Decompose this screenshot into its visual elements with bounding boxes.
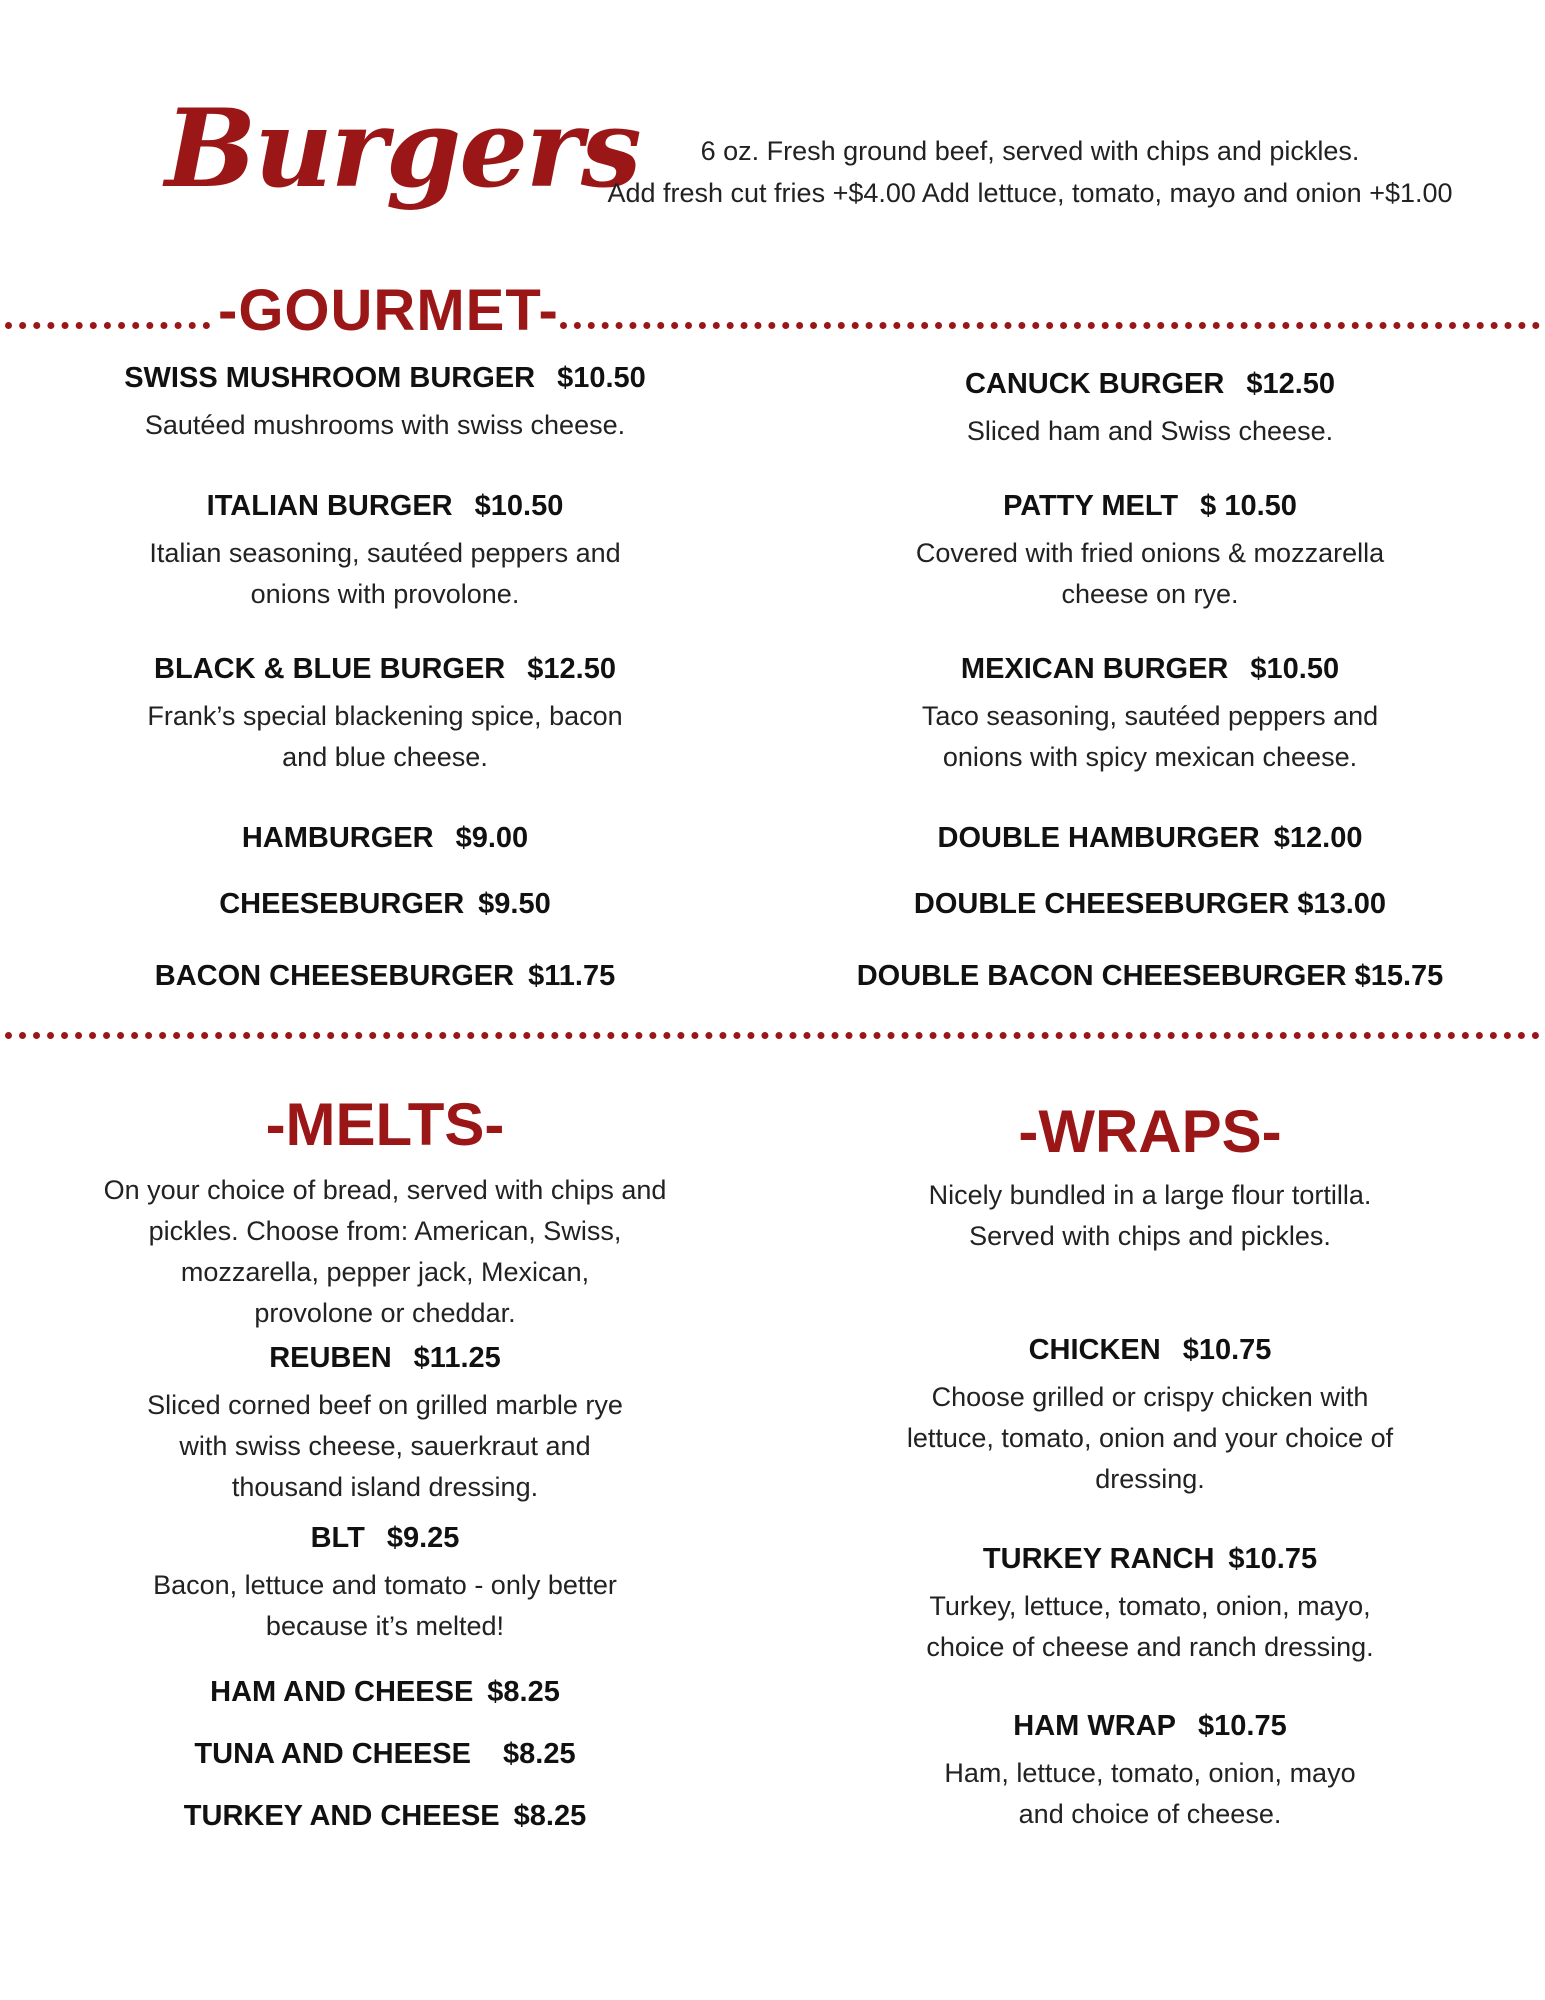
- burger-intro: [560, 130, 1500, 214]
- item-description: Choose grilled or crispy chicken with: [931, 1382, 1369, 1412]
- menu-item-ham-wrap: [840, 1710, 1460, 1835]
- item-name: BLT: [310, 1522, 365, 1554]
- item-name: MEXICAN BURGER: [960, 653, 1229, 685]
- item-description: Covered with fried onions & mozzarella: [915, 538, 1385, 568]
- item-price: $12.50: [527, 653, 616, 685]
- item-description: and blue cheese.: [282, 742, 488, 772]
- item-price: $10.50: [474, 490, 564, 522]
- item-description: Sliced corned beef on grilled marble rye: [147, 1390, 623, 1420]
- item-name: CHICKEN: [1028, 1334, 1161, 1366]
- item-name: CANUCK BURGER: [964, 368, 1225, 400]
- item-description: with swiss cheese, sauerkraut and: [179, 1431, 591, 1461]
- item-description: onions with provolone.: [250, 579, 520, 609]
- item-name: CHEESEBURGER: [219, 888, 465, 920]
- menu-item-double-hamburger: [840, 822, 1460, 855]
- menu-title: Burgers: [165, 86, 640, 212]
- menu-item-swiss-mushroom: [80, 362, 690, 446]
- intro-line: pickles. Choose from: American, Swiss,: [148, 1216, 622, 1246]
- item-price: $10.50: [1250, 653, 1340, 685]
- item-price: $11.75: [528, 960, 616, 992]
- intro-line: Served with chips and pickles.: [969, 1221, 1331, 1251]
- item-name: HAM AND CHEESE: [210, 1676, 474, 1708]
- item-name: REUBEN: [269, 1342, 392, 1374]
- item-description: lettuce, tomato, onion and your choice of: [906, 1423, 1394, 1453]
- item-name: HAM WRAP: [1013, 1710, 1176, 1742]
- item-description: Bacon, lettuce and tomato - only better: [153, 1570, 617, 1600]
- item-description: Sautéed mushrooms with swiss cheese.: [144, 410, 626, 440]
- item-price: $8.25: [487, 1676, 560, 1708]
- item-description: dressing.: [1095, 1464, 1205, 1494]
- intro-line: provolone or cheddar.: [254, 1298, 516, 1328]
- item-price: $13.00: [1297, 888, 1387, 920]
- item-price: $12.50: [1246, 368, 1336, 400]
- menu-item-hamburger: [80, 822, 690, 855]
- gourmet-title: -GOURMET-: [218, 278, 559, 343]
- item-price: $12.00: [1273, 822, 1363, 854]
- item-description: onions with spicy mexican cheese.: [942, 742, 1358, 772]
- item-name: TURKEY RANCH: [982, 1543, 1215, 1575]
- item-price: $8.25: [513, 1800, 587, 1832]
- item-name: TUNA AND CHEESE: [194, 1738, 471, 1770]
- item-price: $11.25: [413, 1342, 501, 1374]
- item-price: $15.75: [1354, 960, 1444, 992]
- melts-title: -MELTS-: [265, 1091, 505, 1158]
- item-description: Ham, lettuce, tomato, onion, mayo: [944, 1758, 1356, 1788]
- intro-line: 6 oz. Fresh ground beef, served with chips and pickles.: [700, 136, 1360, 166]
- dotted-divider: [5, 1032, 1540, 1039]
- menu-item-double-cheeseburger: [840, 888, 1460, 921]
- item-price: $ 10.50: [1200, 490, 1297, 522]
- item-description: Italian seasoning, sautéed peppers and: [149, 538, 621, 568]
- menu-item-cheeseburger: [80, 888, 690, 921]
- item-description: Taco seasoning, sautéed peppers and: [921, 701, 1379, 731]
- item-price: $9.25: [386, 1522, 460, 1554]
- item-price: $9.00: [455, 822, 529, 854]
- menu-item-canuck: [840, 368, 1460, 452]
- item-name: ITALIAN BURGER: [206, 490, 453, 522]
- menu-item-turkey-cheese: [80, 1800, 690, 1833]
- menu-item-black-blue: [80, 653, 690, 778]
- item-description: Frank’s special blackening spice, bacon: [147, 701, 623, 731]
- item-name: TURKEY AND CHEESE: [183, 1800, 500, 1832]
- intro-line: Add fresh cut fries +$4.00 Add lettuce, tomato, mayo and onion +$1.00: [607, 178, 1453, 208]
- dotted-divider: [560, 322, 1540, 329]
- item-description: thousand island dressing.: [231, 1472, 539, 1502]
- item-description: cheese on rye.: [1061, 579, 1239, 609]
- item-price: $8.25: [503, 1738, 576, 1770]
- item-name: BLACK & BLUE BURGER: [154, 653, 506, 685]
- wraps-intro: [840, 1175, 1460, 1257]
- intro-line: Nicely bundled in a large flour tortilla.: [928, 1180, 1372, 1210]
- intro-line: On your choice of bread, served with chips and: [103, 1175, 667, 1205]
- dotted-divider: [5, 322, 210, 329]
- item-name: HAMBURGER: [241, 822, 434, 854]
- intro-line: mozzarella, pepper jack, Mexican,: [180, 1257, 590, 1287]
- item-price: $10.75: [1198, 1710, 1287, 1742]
- item-description: and choice of cheese.: [1018, 1799, 1282, 1829]
- menu-item-turkey-ranch: [840, 1543, 1460, 1668]
- menu-item-patty-melt: [840, 490, 1460, 615]
- menu-item-blt: [80, 1522, 690, 1647]
- item-name: DOUBLE HAMBURGER: [937, 822, 1260, 854]
- menu-item-chicken-wrap: [840, 1334, 1460, 1500]
- menu-item-italian: [80, 490, 690, 615]
- menu-item-ham-cheese: [80, 1676, 690, 1709]
- item-name: SWISS MUSHROOM BURGER: [124, 362, 536, 394]
- menu-item-mexican: [840, 653, 1460, 778]
- item-description: choice of cheese and ranch dressing.: [926, 1632, 1374, 1662]
- menu-item-double-bacon-cheeseburger: [840, 960, 1460, 993]
- item-description: because it’s melted!: [265, 1611, 505, 1641]
- item-price: $9.50: [478, 888, 551, 920]
- item-description: Sliced ham and Swiss cheese.: [966, 416, 1334, 446]
- item-name: PATTY MELT: [1003, 490, 1179, 522]
- menu-item-tuna-cheese: [80, 1738, 690, 1771]
- menu-item-bacon-cheeseburger: [80, 960, 690, 993]
- wraps-title: -WRAPS-: [1018, 1098, 1282, 1165]
- menu-item-reuben: [80, 1342, 690, 1508]
- item-price: $10.75: [1182, 1334, 1272, 1366]
- item-name: DOUBLE BACON CHEESEBURGER: [856, 960, 1347, 992]
- item-price: $10.75: [1228, 1543, 1318, 1575]
- item-name: BACON CHEESEBURGER: [154, 960, 515, 992]
- item-description: Turkey, lettuce, tomato, onion, mayo,: [929, 1591, 1371, 1621]
- item-name: DOUBLE CHEESEBURGER: [913, 888, 1290, 920]
- item-price: $10.50: [557, 362, 646, 394]
- melts-intro: [80, 1170, 690, 1334]
